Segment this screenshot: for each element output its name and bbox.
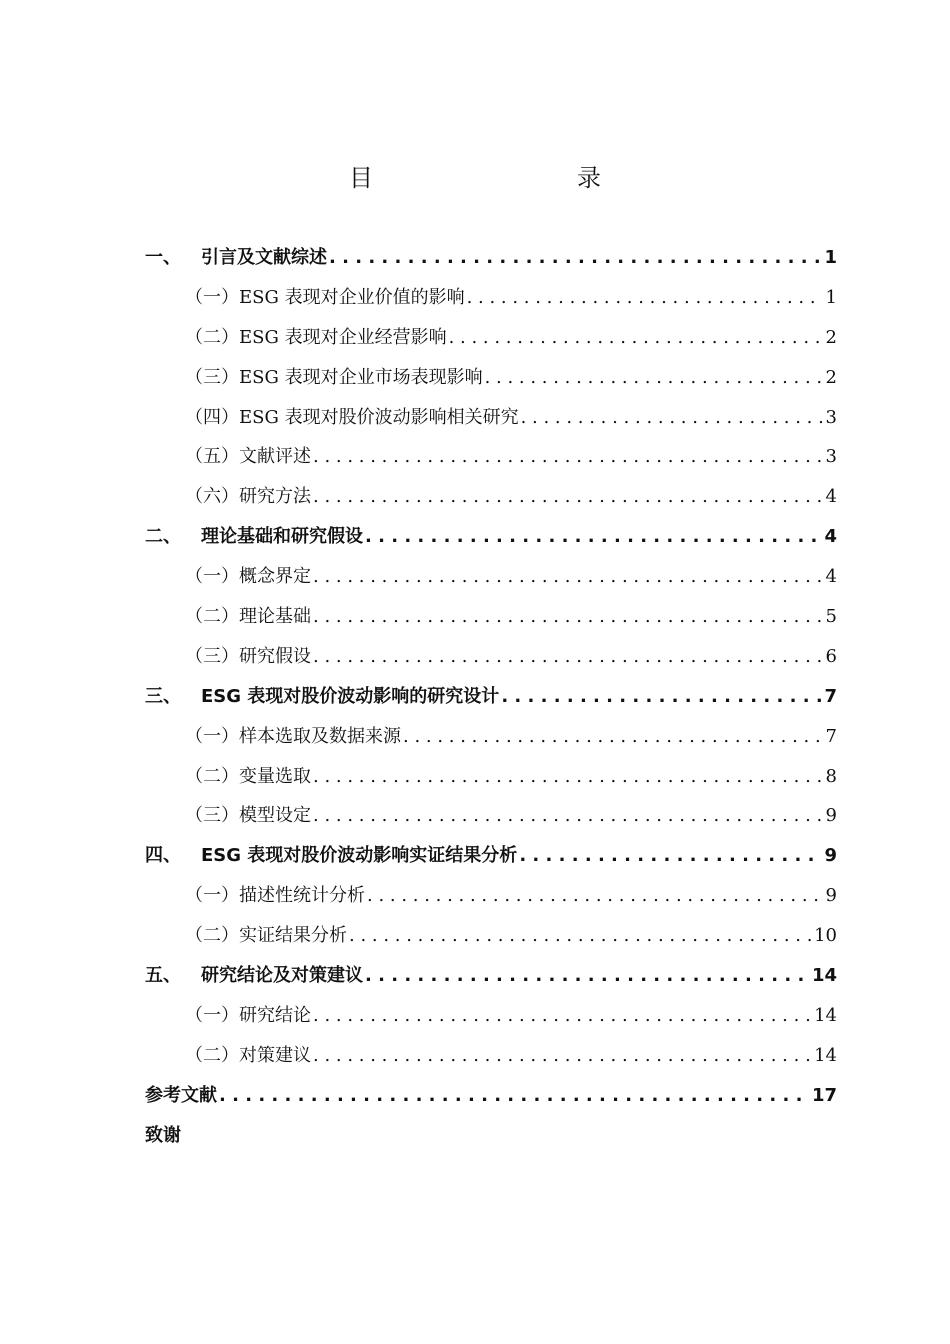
toc-entry-chapter[interactable] <box>145 677 837 717</box>
dot-leader <box>349 916 811 956</box>
entry-text: （一）ESG 表现对企业价值的影响 <box>185 286 465 308</box>
page-number: 14 <box>814 1044 837 1066</box>
toc-entry-section[interactable] <box>145 796 837 836</box>
dot-leader <box>313 1036 811 1076</box>
toc-entry-section[interactable] <box>145 557 837 597</box>
toc-entry-section[interactable] <box>145 996 837 1036</box>
entry-text: ESG 表现对股价波动影响的研究设计 <box>201 685 500 707</box>
chapter-number: 五、 <box>145 965 181 987</box>
entry-text: （一）研究结论 <box>185 1004 311 1026</box>
dot-leader <box>521 398 823 438</box>
entry-text: （二）理论基础 <box>185 606 311 628</box>
toc-entry-section[interactable] <box>145 1036 837 1076</box>
dot-leader <box>313 557 823 597</box>
dot-leader <box>467 278 823 318</box>
toc-title: 目 录 <box>349 164 653 192</box>
dot-leader <box>519 836 821 876</box>
page-number: 1 <box>825 286 837 308</box>
toc-entry-section[interactable] <box>145 437 837 477</box>
toc-entry-section[interactable] <box>145 916 837 956</box>
page-number: 8 <box>825 765 837 787</box>
page-number: 7 <box>825 725 837 747</box>
toc-entry-chapter[interactable] <box>145 836 837 876</box>
dot-leader <box>367 876 823 916</box>
chapter-number: 一、 <box>145 247 181 268</box>
toc-entry-section[interactable] <box>145 717 837 757</box>
page-number: 14 <box>814 1004 837 1026</box>
dot-leader <box>403 717 823 757</box>
toc-entry-section[interactable] <box>145 398 837 438</box>
toc-entry-chapter[interactable] <box>145 517 837 557</box>
page-number: 3 <box>825 406 837 428</box>
toc-entry-chapter[interactable] <box>145 238 837 278</box>
entry-text: （三）ESG 表现对企业市场表现影响 <box>185 366 483 388</box>
page-number: 3 <box>825 446 837 468</box>
page-number: 9 <box>825 805 837 827</box>
entry-text: 引言及文献综述 <box>201 247 327 268</box>
entry-text: （五）文献评述 <box>185 446 311 468</box>
dot-leader <box>501 677 821 717</box>
toc-entry-section[interactable] <box>145 278 837 318</box>
dot-leader <box>313 637 823 677</box>
entry-text: （四）ESG 表现对股价波动影响相关研究 <box>185 406 519 428</box>
page-number: 5 <box>825 606 837 628</box>
entry-text: 致谢 <box>145 1124 181 1146</box>
entry-text: ESG 表现对股价波动影响实证结果分析 <box>201 845 518 867</box>
entry-text: （二）对策建议 <box>185 1044 311 1066</box>
page-number: 2 <box>825 366 837 388</box>
dot-leader <box>313 437 823 477</box>
entry-text: （二）ESG 表现对企业经营影响 <box>185 326 447 348</box>
entry-text: （一）概念界定 <box>185 566 311 588</box>
chapter-number: 三、 <box>145 685 181 707</box>
toc-entry-section[interactable] <box>145 597 837 637</box>
page-number: 2 <box>825 326 837 348</box>
entry-text: （二）变量选取 <box>185 765 311 787</box>
page-number: 7 <box>824 685 837 707</box>
page-number: 17 <box>811 1084 837 1106</box>
toc-entry-section[interactable] <box>145 358 837 398</box>
toc-entry-acknowledgements[interactable] <box>145 1116 837 1156</box>
chapter-number: 二、 <box>145 526 181 548</box>
toc-entry-section[interactable] <box>145 637 837 677</box>
dot-leader <box>329 238 821 278</box>
dot-leader <box>313 477 823 517</box>
page-number: 10 <box>814 925 837 947</box>
toc-entry-chapter[interactable] <box>145 956 837 996</box>
dot-leader <box>313 757 823 797</box>
dot-leader <box>365 517 821 557</box>
toc-entry-section[interactable] <box>145 477 837 517</box>
entry-text: （二）实证结果分析 <box>185 925 347 947</box>
page-number: 9 <box>825 885 837 907</box>
dot-leader <box>219 1076 809 1116</box>
dot-leader <box>313 796 823 836</box>
toc-entry-section[interactable] <box>145 318 837 358</box>
page-number: 14 <box>811 965 837 987</box>
entry-text: （一）样本选取及数据来源 <box>185 725 401 747</box>
entry-text: （三）研究假设 <box>185 645 311 667</box>
dot-leader <box>449 318 823 358</box>
page-number: 9 <box>824 845 837 867</box>
page-number: 1 <box>824 247 837 268</box>
entry-text: （六）研究方法 <box>185 486 311 508</box>
toc-entry-section[interactable] <box>145 876 837 916</box>
dot-leader <box>313 996 811 1036</box>
page-number: 4 <box>825 486 837 508</box>
page-number: 4 <box>824 526 837 548</box>
table-of-contents <box>145 238 837 1155</box>
entry-text: （三）模型设定 <box>185 805 311 827</box>
toc-entry-section[interactable] <box>145 757 837 797</box>
dot-leader <box>313 597 823 637</box>
toc-entry-references[interactable] <box>145 1076 837 1116</box>
page-number: 6 <box>825 645 837 667</box>
dot-leader <box>485 358 823 398</box>
chapter-number: 四、 <box>145 845 181 867</box>
entry-text: 研究结论及对策建议 <box>201 965 363 987</box>
page-number: 4 <box>825 566 837 588</box>
dot-leader <box>365 956 809 996</box>
entry-text: （一）描述性统计分析 <box>185 885 365 907</box>
entry-text: 参考文献 <box>145 1084 217 1106</box>
entry-text: 理论基础和研究假设 <box>201 526 363 548</box>
